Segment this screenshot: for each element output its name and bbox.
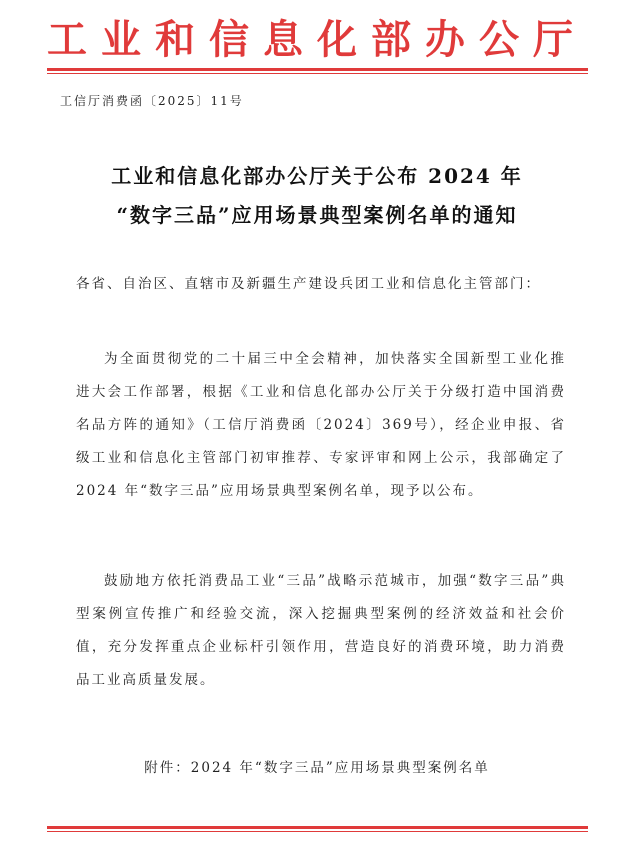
bottom-rule-thin <box>47 831 588 832</box>
paragraph-2: 鼓励地方依托消费品工业“三品”战略示范城市，加强“数字三品”典型案例宣传推广和经验交流，深入挖掘典型案例的经济效益和社会价值，充分发挥重点企业标杆引领作用，营造良好的消费环境，助力消费品工业高质量发展。 <box>76 573 566 688</box>
document-number: 工信厅消费函〔2025〕11号 <box>60 94 244 108</box>
bottom-rule-thick <box>47 826 588 829</box>
recipient: 各省、自治区、直辖市及新疆生产建设兵团工业和信息化主管部门： <box>76 276 541 292</box>
masthead: 工业和信息化部办公厅 <box>47 16 587 63</box>
attachment-line: 附件：2024 年“数字三品”应用场景典型案例名单 <box>144 760 490 776</box>
paragraph-1: 为全面贯彻党的二十届三中全会精神，加快落实全国新型工业化推进大会工作部署，根据《工业和信息化部办公厅关于分级打造中国消费名品方阵的通知》（工信厅消费函〔2024〕369号），经企业申报、省级工业和信息化主管部门初审推荐、专家评审和网上公示，我部确定了 2024 年“数字三品”应用场景典型案例名单，现予以公布。 <box>76 351 566 499</box>
top-rule-thin <box>47 73 588 74</box>
top-rule-thick <box>47 68 588 71</box>
title-line-1: 工业和信息化部办公厅关于公布 2024 年 <box>111 164 523 188</box>
title-line-2: “数字三品”应用场景典型案例名单的通知 <box>116 203 518 227</box>
